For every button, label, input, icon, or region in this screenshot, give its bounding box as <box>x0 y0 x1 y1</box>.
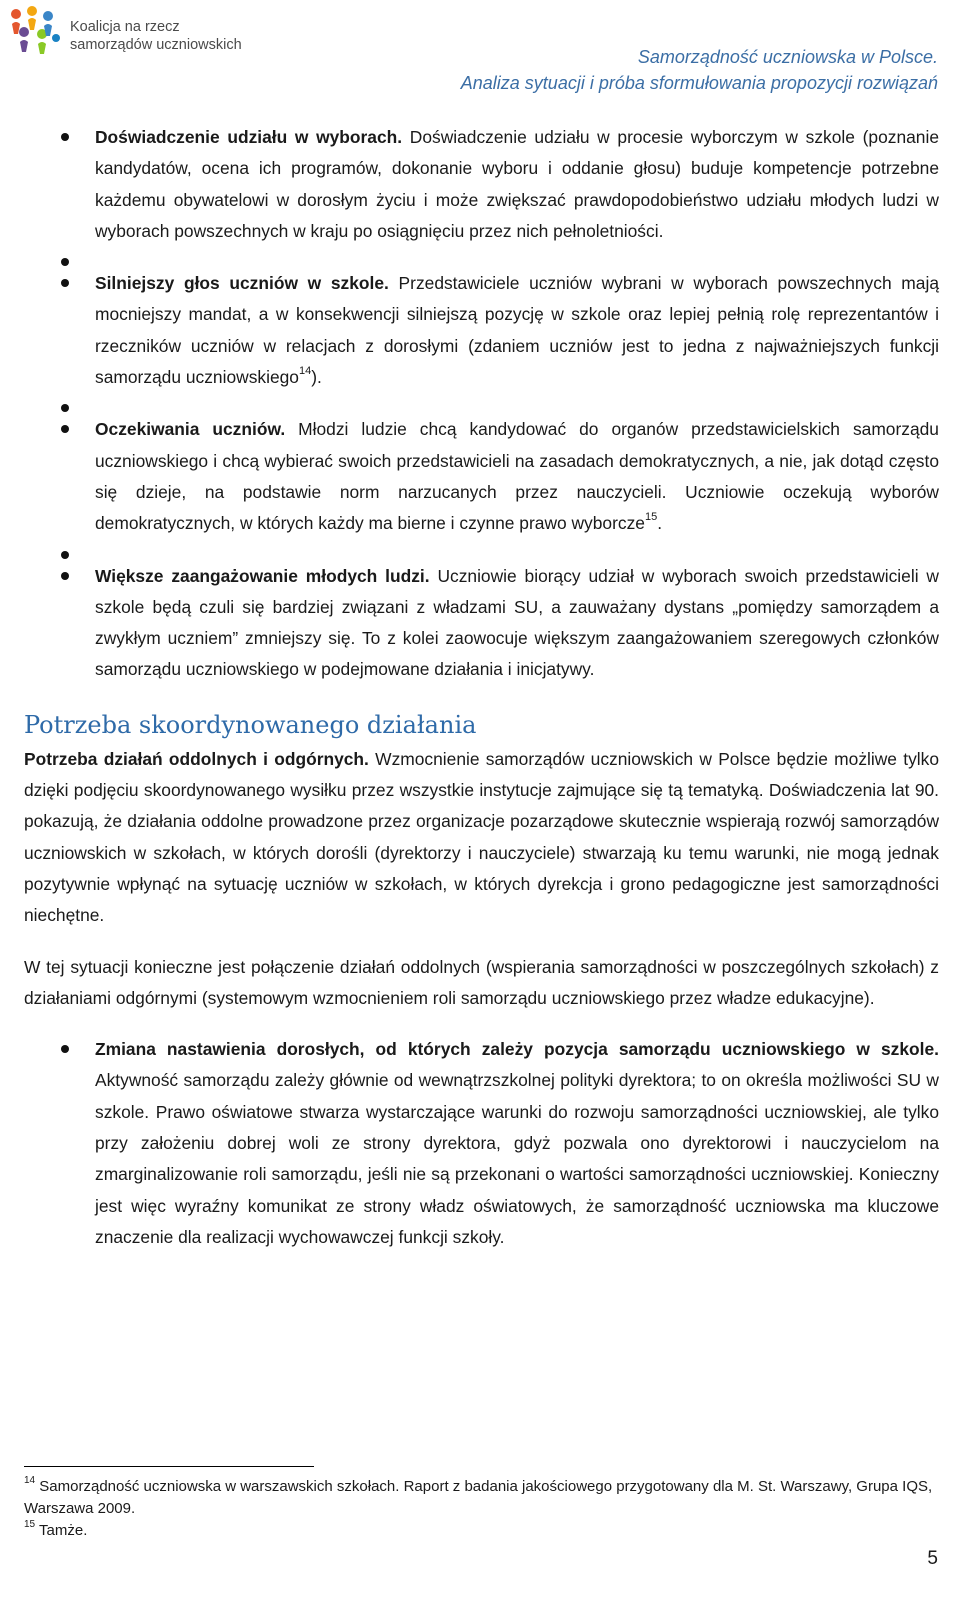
footnote-number: 15 <box>24 1519 36 1530</box>
footnote-ref[interactable]: 15 <box>644 511 658 524</box>
list-item <box>24 414 939 539</box>
document-header-title <box>461 44 938 96</box>
bullet-lead: Zmiana nastawienia dorosłych, od których zależy pozycja samorządu uczniowskiego w szkole. <box>95 1039 939 1060</box>
bullet-text: Młodzi ludzie chcą kandydować do organów przedstawicielskich samorządu uczniowskiego i chcą wybierać swoich przedstawicieli na zasadach demokratycznych, a nie, jak dotąd często się dzieje, na podstawie norm narzucanych przez nauczycieli. Uczniowie oczekują wyborów demokratycznych, w których każdy ma bierne i czynne prawo wyborcze <box>95 419 939 534</box>
list-item <box>24 1034 939 1253</box>
paragraph: W tej sytuacji konieczne jest połączenie działań oddolnych (wspierania samorządności w poszczególnych szkołach) z działaniami odgórnymi (systemowym wzmocnieniem roli samorządu uczniowskiego przez władze edukacyjne). <box>24 956 939 1008</box>
bullet-text: Przedstawiciele uczniów wybrani w wyborach powszechnych mają mocniejszy mandat, a w konsekwencji silniejszą pozycję w szkole oraz lepiej pełnią rolę reprezentantów i rzeczników uczniów w relacjach z dorosłymi (zdaniem uczniów jest to jedna z najważniejszych funkcji samorządu uczniowskiego <box>95 273 939 388</box>
people-logo-icon <box>6 4 66 56</box>
logo-line-2: samorządów uczniowskich <box>70 37 242 53</box>
logo-text <box>70 18 242 54</box>
document-body <box>24 122 939 1253</box>
paragraph <box>24 744 939 932</box>
list-item <box>24 122 939 247</box>
header-title-line-1: Samorządność uczniowska w Polsce. <box>637 47 938 67</box>
footnote <box>24 1520 939 1542</box>
bullet-text: Aktywność samorządu zależy głównie od wewnątrzszkolnej polityki dyrektora; to on określa możliwości SU w szkole. Prawo oświatowe stwarza wystarczające warunki do rozwoju samorządności uczniowskiej, ale tylko przy założeniu dobrej woli ze strony dyrektora, gdyż pozwala ono dyrektorowi i nauczycielom na zmarginalizowanie roli samorządu, jeśli nie są przekonani o wartości samorządności uczniowskiej. Konieczny jest więc wyraźny komunikat ze strony władz oświatowych, że samorządność uczniowska ma kluczowe znaczenie dla realizacji wychowawczej funkcji szkoły. <box>95 1070 939 1247</box>
coalition-logo <box>6 4 256 56</box>
page-number: 5 <box>927 1548 938 1569</box>
paragraph-text: Wzmocnienie samorządów uczniowskich w Polsce będzie możliwe tylko dzięki podjęciu skoordynowanego wysiłku przez wszystkie instytucje zajmujące się tą tematyką. Doświadczenia lat 90. pokazują, że działania oddolne prowadzone przez organizacje pozarządowe skutecznie wspierają rozwój samorządów uczniowskich w szkołach, w których dorośli (dyrektorzy i nauczyciele) stwarzają ku temu warunki, nie mogą jednak pozytywnie wpłynąć na sytuację uczniów w szkołach, w których dyrekcja i grono pedagogiczne jest samorządności niechętne. <box>24 748 939 926</box>
bullet-lead: Silniejszy głos uczniów w szkole. <box>95 273 389 294</box>
footnote <box>24 1476 939 1520</box>
footnote-separator <box>24 1466 314 1467</box>
section-heading: Potrzeba skoordynowanego działania <box>24 710 477 739</box>
list-item <box>24 561 939 686</box>
header-title-line-2: Analiza sytuacji i próba sformułowania propozycji rozwiązań <box>460 73 938 93</box>
paragraph-lead: Potrzeba działań oddolnych i odgórnych. <box>24 748 369 769</box>
bullet-text: Doświadczenie udziału w procesie wyborczym w szkole (poznanie kandydatów, ocena ich programów, dokonanie wyboru i oddanie głosu) buduje kompetencje potrzebne każdemu obywatelowi w dorosłym życiu i może zwiększać prawdopodobieństwo udziału młodych ludzi w wyborach powszechnych w kraju po osiągnięciu przez nich pełnoletniości. <box>95 127 939 241</box>
bullet-tail: . <box>657 513 663 534</box>
bullet-lead: Większe zaangażowanie młodych ludzi. <box>95 565 430 586</box>
list-item <box>24 268 939 393</box>
bullet-lead: Doświadczenie udziału w wyborach. <box>95 127 403 147</box>
bullet-tail: ). <box>311 367 322 388</box>
bullet-text: Uczniowie biorący udział w wyborach swoich przedstawicieli w szkole będą czuli się bardziej związani z władzami SU, a zauważany dystans „pomiędzy samorządem a zwykłym uczniem” zmniejszy się. To z kolei zaowocuje większym zaangażowaniem szeregowych członków samorządu uczniowskiego w podejmowane działania i inicjatywy. <box>95 565 939 680</box>
footnote-number: 14 <box>24 1475 36 1486</box>
adult-attitude-list <box>24 1034 939 1253</box>
logo-line-1: Koalicja na rzecz <box>70 19 180 35</box>
footnotes <box>24 1476 939 1542</box>
benefits-list <box>24 122 939 686</box>
footnote-text: Samorządność uczniowska w warszawskich szkołach. Raport z badania jakościowego przygotowany dla M. St. Warszawy, Grupa IQS, Warszawa 2009. <box>24 1478 933 1517</box>
bullet-lead: Oczekiwania uczniów. <box>95 419 286 440</box>
footnote-ref[interactable]: 14 <box>298 365 312 378</box>
footnote-text: Tamże. <box>35 1522 88 1539</box>
